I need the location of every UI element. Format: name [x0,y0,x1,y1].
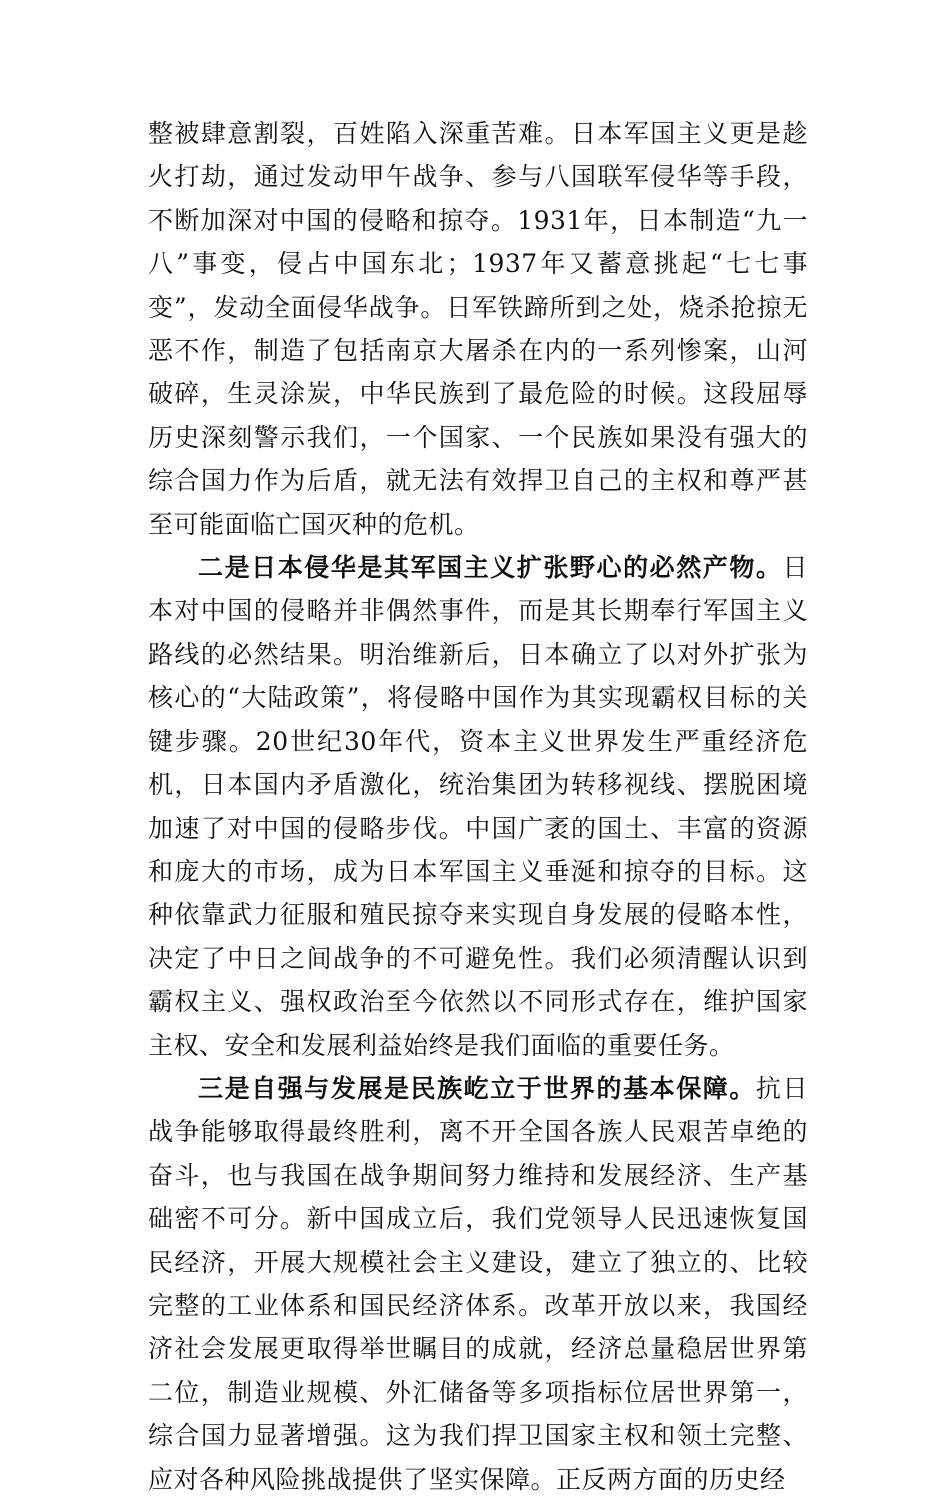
paragraph-text: 抗日战争能够取得最终胜利，离不开全国各族人民艰苦卓绝的奋斗，也与我国在战争期间努力维持和发展经济、生产基础密不可分。新中国成立后，我们党领导人民迅速恢复国民经济，开展大规模社会主义建设，建立了独立的、比较完整的工业体系和国民经济体系。改革开放以来，我国经济社会发展更取得举世瞩目的成就，经济总量稳居世界第二位，制造业规模、外汇储备等多项指标位居世界第一，综合国力显著增强。这为我们捍卫国家主权和领土完整、应对各种风险挑战提供了坚实保障。正反两方面的历史经 [148,1073,808,1494]
paragraph-lead-heading: 三是自强与发展是民族屹立于世界的基本保障。 [198,1073,756,1103]
paragraph-lead-heading: 二是日本侵华是其军国主义扩张野心的必然产物。 [198,553,783,583]
paragraph-continuation [148,112,808,546]
paragraph-point-three [148,1067,808,1501]
body-text [148,112,808,1501]
paragraph-text: 日本对中国的侵略并非偶然事件，而是其长期奉行军国主义路线的必然结果。明治维新后，日本确立了以对外扩张为核心的“大陆政策”，将侵略中国作为其实现霸权目标的关键步骤。20世纪30年代，资本主义世界发生严重经济危机，日本国内矛盾激化，统治集团为转移视线、摆脱困境加速了对中国的侵略步伐。中国广袤的国土、丰富的资源和庞大的市场，成为日本军国主义垂涎和掠夺的目标。这种依靠武力征服和殖民掠夺来实现自身发展的侵略本性，决定了中日之间战争的不可避免性。我们必须清醒认识到霸权主义、强权政治至今依然以不同形式存在，维护国家主权、安全和发展利益始终是我们面临的重要任务。 [148,553,808,1060]
paragraph-text: 整被肆意割裂，百姓陷入深重苦难。日本军国主义更是趁火打劫，通过发动甲午战争、参与八国联军侵华等手段，不断加深对中国的侵略和掠夺。1931年，日本制造“九一八”事变，侵占中国东北；1937年又蓄意挑起“七七事变”，发动全面侵华战争。日军铁蹄所到之处，烧杀抢掠无恶不作，制造了包括南京大屠杀在内的一系列惨案，山河破碎，生灵涂炭，中华民族到了最危险的时候。这段屈辱历史深刻警示我们，一个国家、一个民族如果没有强大的综合国力作为后盾，就无法有效捍卫自己的主权和尊严甚至可能面临亡国灭种的危机。 [148,119,808,539]
paragraph-point-two [148,546,808,1067]
